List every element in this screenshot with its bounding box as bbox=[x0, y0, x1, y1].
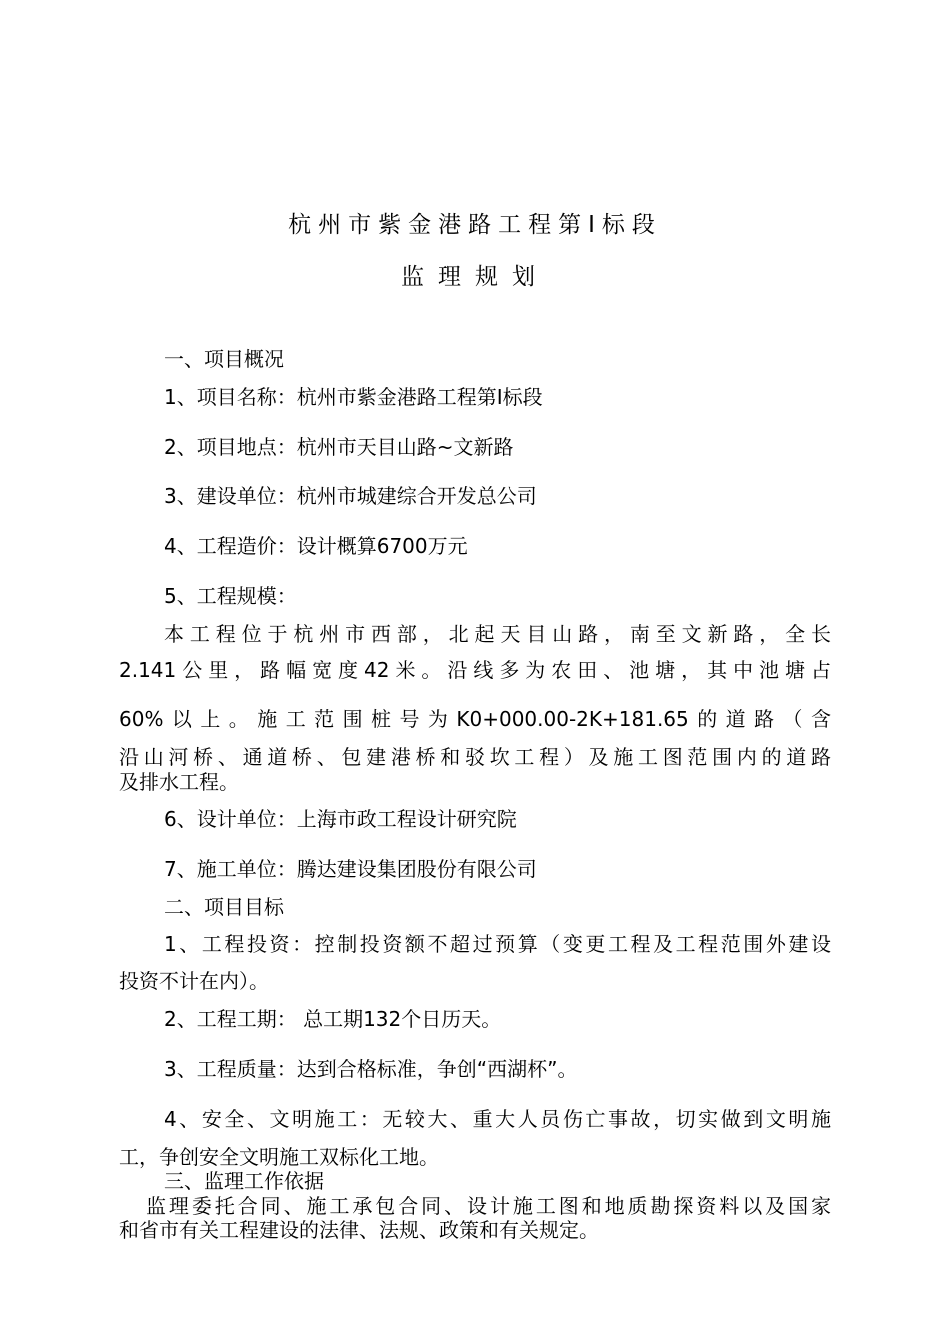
section-heading: 一、项目概况 bbox=[164, 347, 284, 371]
paragraph-line: 和省市有关工程建设的法律、法规、政策和有关规定。 bbox=[119, 1218, 599, 1242]
contractor-unit: 7、施工单位：腾达建设集团股份有限公司 bbox=[164, 857, 537, 881]
paragraph-line: 2.141公里，路幅宽度42米。沿线多为农田、池塘，其中池塘占 bbox=[119, 658, 831, 682]
paragraph-line: 监理委托合同、施工承包合同、设计施工图和地质勘探资料以及国家 bbox=[146, 1194, 831, 1218]
project-duration: 2、工程工期： 总工期132个日历天。 bbox=[164, 1007, 502, 1031]
paragraph-line: 工，争创安全文明施工双标化工地。 bbox=[119, 1145, 439, 1169]
project-name: 1、项目名称：杭州市紫金港路工程第Ⅰ标段 bbox=[164, 385, 543, 409]
section-heading: 三、监理工作依据 bbox=[164, 1169, 324, 1193]
section-heading: 二、项目目标 bbox=[164, 895, 284, 919]
paragraph-line: 本工程位于杭州市西部，北起天目山路，南至文新路，全长 bbox=[164, 622, 831, 646]
project-location: 2、项目地点：杭州市天目山路~文新路 bbox=[164, 435, 514, 459]
paragraph-line: 1、工程投资：控制投资额不超过预算（变更工程及工程范围外建设 bbox=[164, 932, 831, 956]
project-scale-label: 5、工程规模： bbox=[164, 584, 297, 608]
paragraph-line: 4、安全、文明施工：无较大、重大人员伤亡事故，切实做到文明施 bbox=[164, 1107, 831, 1131]
project-quality: 3、工程质量：达到合格标准，争创“西湖杯”。 bbox=[164, 1057, 578, 1081]
paragraph-line: 沿山河桥、通道桥、包建港桥和驳坎工程）及施工图范围内的道路 bbox=[119, 745, 831, 769]
project-cost: 4、工程造价：设计概算6700万元 bbox=[164, 534, 468, 558]
document-subtitle: 监理规划 bbox=[401, 264, 549, 290]
paragraph-line: 及排水工程。 bbox=[119, 770, 239, 794]
paragraph-line: 投资不计在内）。 bbox=[119, 969, 269, 993]
construction-unit: 3、建设单位：杭州市城建综合开发总公司 bbox=[164, 484, 537, 508]
design-unit: 6、设计单位：上海市政工程设计研究院 bbox=[164, 807, 517, 831]
paragraph-line: 60%以上。施工范围桩号为K0+000.00-2K+181.65的道路（含 bbox=[119, 707, 831, 731]
document-title: 杭州市紫金港路工程第Ⅰ标段 bbox=[288, 212, 662, 238]
